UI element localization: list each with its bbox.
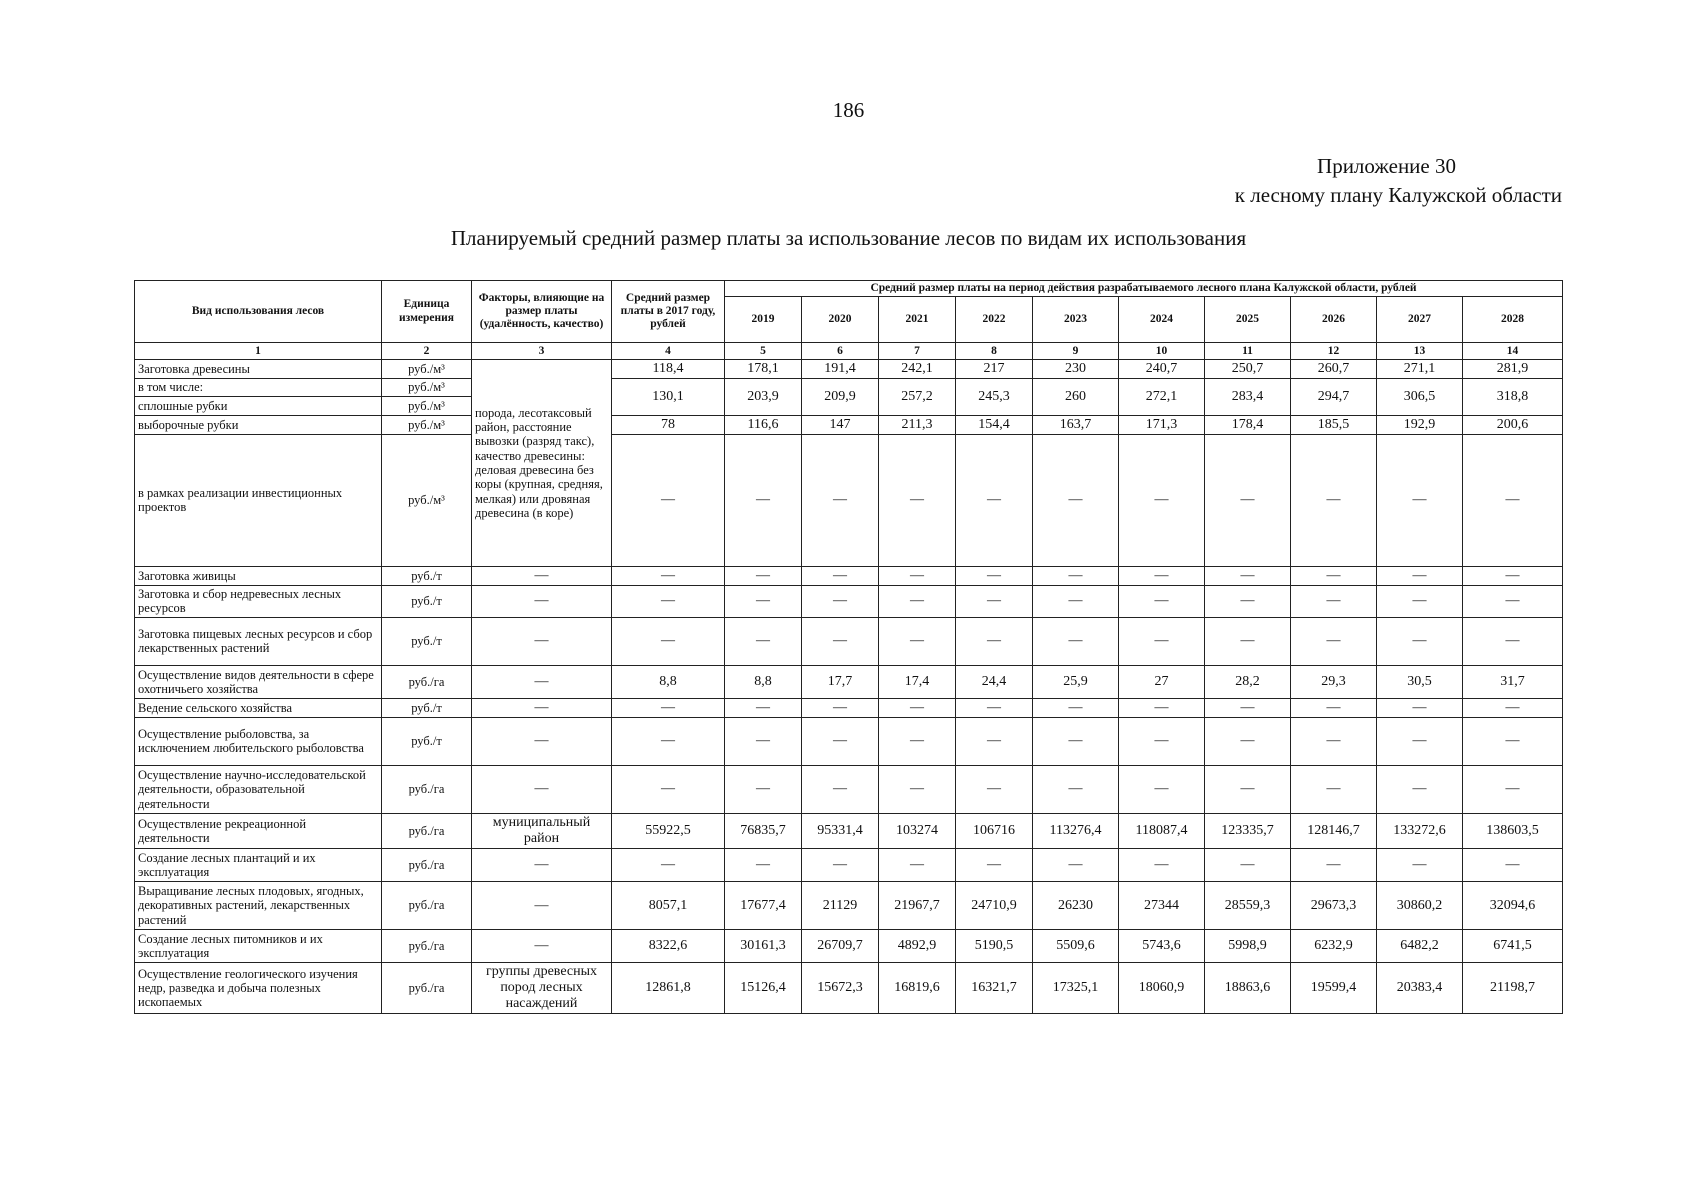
row-value: 123335,7 <box>1205 813 1291 848</box>
row-value: 306,5 <box>1377 379 1463 415</box>
column-number: 4 <box>612 343 725 360</box>
row-value: — <box>725 849 802 882</box>
row-value: — <box>725 434 802 566</box>
row-factor: муниципальный район <box>472 813 612 848</box>
table-row <box>135 617 1563 665</box>
row-value-2017: — <box>612 717 725 765</box>
row-name: Заготовка живицы <box>135 566 382 585</box>
row-value: — <box>1033 765 1119 813</box>
row-value: 5743,6 <box>1119 930 1205 963</box>
header-avg-2017: Средний размер платы в 2017 году, рублей <box>612 281 725 343</box>
row-value: — <box>1033 698 1119 717</box>
row-value: — <box>725 617 802 665</box>
row-value: — <box>1377 566 1463 585</box>
row-value: — <box>1463 849 1563 882</box>
header-year: 2024 <box>1119 297 1205 343</box>
row-value: — <box>879 717 956 765</box>
row-value: 17,4 <box>879 665 956 698</box>
table-row <box>135 379 1563 396</box>
row-value: — <box>956 566 1033 585</box>
row-factor: — <box>472 849 612 882</box>
row-value: 283,4 <box>1205 379 1291 415</box>
table-row <box>135 698 1563 717</box>
row-value: — <box>1377 765 1463 813</box>
header-year: 2027 <box>1377 297 1463 343</box>
header-year: 2021 <box>879 297 956 343</box>
row-value: 147 <box>802 415 879 434</box>
row-unit: руб./м³ <box>382 379 472 396</box>
row-value: 30860,2 <box>1377 882 1463 930</box>
row-value: 21198,7 <box>1463 963 1563 1014</box>
row-name: Заготовка и сбор недревесных лесных ресурсов <box>135 585 382 617</box>
row-value: — <box>725 765 802 813</box>
row-value: 25,9 <box>1033 665 1119 698</box>
appendix-line-2: к лесному плану Калужской области <box>1234 183 1562 207</box>
row-value: 32094,6 <box>1463 882 1563 930</box>
table-row <box>135 882 1563 930</box>
row-value: — <box>879 698 956 717</box>
row-value: 178,4 <box>1205 415 1291 434</box>
row-value: 191,4 <box>802 360 879 379</box>
row-value: 113276,4 <box>1033 813 1119 848</box>
row-name: Заготовка пищевых лесных ресурсов и сбор лекарственных растений <box>135 617 382 665</box>
row-value-2017: — <box>612 585 725 617</box>
row-factor: — <box>472 585 612 617</box>
row-value: 17677,4 <box>725 882 802 930</box>
row-value: 24710,9 <box>956 882 1033 930</box>
row-value: — <box>1205 585 1291 617</box>
row-factor: группы древесных пород лесных насаждений <box>472 963 612 1014</box>
table-row <box>135 717 1563 765</box>
row-unit: руб./га <box>382 963 472 1014</box>
row-value: 29673,3 <box>1291 882 1377 930</box>
table-row <box>135 434 1563 566</box>
row-value: 4892,9 <box>879 930 956 963</box>
row-value: 95331,4 <box>802 813 879 848</box>
row-value: — <box>1463 617 1563 665</box>
row-name: Осуществление геологического изучения недр, разведка и добыча полезных ископаемых <box>135 963 382 1014</box>
row-value-2017: 8057,1 <box>612 882 725 930</box>
row-value: 171,3 <box>1119 415 1205 434</box>
table-row <box>135 585 1563 617</box>
row-value: 240,7 <box>1119 360 1205 379</box>
row-value: 116,6 <box>725 415 802 434</box>
row-value: — <box>725 698 802 717</box>
row-value: — <box>1291 717 1377 765</box>
row-unit: руб./т <box>382 566 472 585</box>
row-value: — <box>1291 765 1377 813</box>
row-value-2017: — <box>612 698 725 717</box>
row-value-2017: — <box>612 849 725 882</box>
row-value: 294,7 <box>1291 379 1377 415</box>
row-value: — <box>956 434 1033 566</box>
header-year: 2028 <box>1463 297 1563 343</box>
row-value: — <box>1205 765 1291 813</box>
row-name: сплошные рубки <box>135 396 382 415</box>
row-unit: руб./га <box>382 930 472 963</box>
row-value: — <box>1119 617 1205 665</box>
row-value: 19599,4 <box>1291 963 1377 1014</box>
row-value: 138603,5 <box>1463 813 1563 848</box>
row-value: 260 <box>1033 379 1119 415</box>
row-value: — <box>879 566 956 585</box>
row-value: — <box>725 585 802 617</box>
row-value: — <box>802 849 879 882</box>
column-number: 7 <box>879 343 956 360</box>
row-value: 250,7 <box>1205 360 1291 379</box>
row-unit: руб./м³ <box>382 396 472 415</box>
column-number: 1 <box>135 343 382 360</box>
row-value: — <box>1463 585 1563 617</box>
row-value-2017: — <box>612 765 725 813</box>
row-value: 28,2 <box>1205 665 1291 698</box>
row-value: 217 <box>956 360 1033 379</box>
row-value: 245,3 <box>956 379 1033 415</box>
header-period: Средний размер платы на период действия разрабатываемого лесного плана Калужской области, рублей <box>725 281 1563 297</box>
row-value-2017: 8322,6 <box>612 930 725 963</box>
row-value: 76835,7 <box>725 813 802 848</box>
row-value: 8,8 <box>725 665 802 698</box>
row-value: — <box>1463 717 1563 765</box>
row-unit: руб./га <box>382 813 472 848</box>
row-value: — <box>802 765 879 813</box>
row-value: 200,6 <box>1463 415 1563 434</box>
row-value: 30,5 <box>1377 665 1463 698</box>
row-name: Заготовка древесины <box>135 360 382 379</box>
row-name: Создание лесных питомников и их эксплуатация <box>135 930 382 963</box>
table-row <box>135 360 1563 379</box>
row-value: — <box>1377 434 1463 566</box>
row-value: 30161,3 <box>725 930 802 963</box>
row-value: 260,7 <box>1291 360 1377 379</box>
row-value-2017: — <box>612 434 725 566</box>
row-factor: порода, лесотаксовый район, расстояние вывозки (разряд такс), качество древесины: деловая древесина без коры (крупная, средняя, мелкая) или дровяная древесина (в коре) <box>472 360 612 567</box>
row-value: — <box>1291 698 1377 717</box>
table-row <box>135 930 1563 963</box>
row-factor: — <box>472 765 612 813</box>
row-name: в том числе: <box>135 379 382 396</box>
row-value: — <box>1033 717 1119 765</box>
row-value: — <box>879 765 956 813</box>
row-factor: — <box>472 717 612 765</box>
row-value: 133272,6 <box>1377 813 1463 848</box>
row-value: 5998,9 <box>1205 930 1291 963</box>
header-year: 2020 <box>802 297 879 343</box>
row-name: выборочные рубки <box>135 415 382 434</box>
row-value: 5509,6 <box>1033 930 1119 963</box>
row-value: — <box>1291 566 1377 585</box>
row-factor: — <box>472 566 612 585</box>
column-number: 9 <box>1033 343 1119 360</box>
header-year: 2022 <box>956 297 1033 343</box>
row-value: — <box>1119 434 1205 566</box>
column-number: 2 <box>382 343 472 360</box>
header-year: 2019 <box>725 297 802 343</box>
column-number: 5 <box>725 343 802 360</box>
row-value: — <box>1033 849 1119 882</box>
row-value-2017: 8,8 <box>612 665 725 698</box>
column-number: 8 <box>956 343 1033 360</box>
row-value: 26230 <box>1033 882 1119 930</box>
row-value: 15672,3 <box>802 963 879 1014</box>
row-value: 27 <box>1119 665 1205 698</box>
row-value: 17,7 <box>802 665 879 698</box>
document-title: Планируемый средний размер платы за использование лесов по видам их использования <box>450 226 1247 250</box>
row-name: Осуществление рыболовства, за исключением любительского рыболовства <box>135 717 382 765</box>
row-value: 103274 <box>879 813 956 848</box>
row-value: 6741,5 <box>1463 930 1563 963</box>
row-value: — <box>956 585 1033 617</box>
row-name: Выращивание лесных плодовых, ягодных, декоративных растений, лекарственных растений <box>135 882 382 930</box>
header-year: 2026 <box>1291 297 1377 343</box>
row-value: — <box>802 585 879 617</box>
row-value: — <box>1377 698 1463 717</box>
row-factor: — <box>472 698 612 717</box>
header-unit: Единица измерения <box>382 281 472 343</box>
column-number: 3 <box>472 343 612 360</box>
row-value: — <box>1377 585 1463 617</box>
row-value: 16321,7 <box>956 963 1033 1014</box>
row-value: 28559,3 <box>1205 882 1291 930</box>
header-year: 2023 <box>1033 297 1119 343</box>
row-name: Ведение сельского хозяйства <box>135 698 382 717</box>
row-value: 281,9 <box>1463 360 1563 379</box>
row-value: — <box>1463 698 1563 717</box>
table-row <box>135 813 1563 848</box>
row-value: — <box>1119 566 1205 585</box>
row-value: — <box>1377 617 1463 665</box>
row-value: — <box>879 585 956 617</box>
row-value: 211,3 <box>879 415 956 434</box>
row-value: — <box>1205 849 1291 882</box>
row-value: 163,7 <box>1033 415 1119 434</box>
row-value: 31,7 <box>1463 665 1563 698</box>
row-value: 272,1 <box>1119 379 1205 415</box>
row-value-2017: — <box>612 617 725 665</box>
row-name: в рамках реализации инвестиционных проектов <box>135 434 382 566</box>
row-value: — <box>1463 566 1563 585</box>
header-year: 2025 <box>1205 297 1291 343</box>
row-value-2017: 12861,8 <box>612 963 725 1014</box>
row-value: 106716 <box>956 813 1033 848</box>
column-number: 11 <box>1205 343 1291 360</box>
table-row <box>135 665 1563 698</box>
row-value: — <box>879 434 956 566</box>
row-value: 21129 <box>802 882 879 930</box>
row-unit: руб./т <box>382 585 472 617</box>
row-unit: руб./т <box>382 617 472 665</box>
row-value: — <box>1205 434 1291 566</box>
row-value: — <box>802 434 879 566</box>
row-value: — <box>956 617 1033 665</box>
table-row <box>135 415 1563 434</box>
row-value: — <box>1463 765 1563 813</box>
row-value: 192,9 <box>1377 415 1463 434</box>
row-value: — <box>879 849 956 882</box>
row-name: Осуществление рекреационной деятельности <box>135 813 382 848</box>
row-value: 203,9 <box>725 379 802 415</box>
row-value: — <box>956 717 1033 765</box>
row-value: 29,3 <box>1291 665 1377 698</box>
row-value: — <box>879 617 956 665</box>
row-value: 18060,9 <box>1119 963 1205 1014</box>
row-value: 20383,4 <box>1377 963 1463 1014</box>
row-value: 5190,5 <box>956 930 1033 963</box>
row-value: 242,1 <box>879 360 956 379</box>
row-value: — <box>1033 566 1119 585</box>
row-factor: — <box>472 617 612 665</box>
row-value: — <box>1205 566 1291 585</box>
row-value: — <box>1033 617 1119 665</box>
row-value: — <box>956 765 1033 813</box>
column-number: 12 <box>1291 343 1377 360</box>
row-value: 128146,7 <box>1291 813 1377 848</box>
row-value: 18863,6 <box>1205 963 1291 1014</box>
row-value: — <box>1119 585 1205 617</box>
row-unit: руб./м³ <box>382 415 472 434</box>
row-value: 209,9 <box>802 379 879 415</box>
row-unit: руб./м³ <box>382 434 472 566</box>
row-value: 24,4 <box>956 665 1033 698</box>
row-unit: руб./га <box>382 665 472 698</box>
row-unit: руб./м³ <box>382 360 472 379</box>
row-value-2017: — <box>612 566 725 585</box>
header-factors: Факторы, влияющие на размер платы (удалённость, качество) <box>472 281 612 343</box>
row-factor: — <box>472 930 612 963</box>
row-value: — <box>1205 617 1291 665</box>
row-value: 6482,2 <box>1377 930 1463 963</box>
row-value: 17325,1 <box>1033 963 1119 1014</box>
row-value: — <box>1033 434 1119 566</box>
row-value-2017: 118,4 <box>612 360 725 379</box>
row-value: 178,1 <box>725 360 802 379</box>
row-unit: руб./га <box>382 849 472 882</box>
row-value: 21967,7 <box>879 882 956 930</box>
row-value-2017: 130,1 <box>612 379 725 415</box>
row-unit: руб./т <box>382 717 472 765</box>
row-value: 271,1 <box>1377 360 1463 379</box>
row-name: Осуществление видов деятельности в сфере охотничьего хозяйства <box>135 665 382 698</box>
row-value: — <box>1205 698 1291 717</box>
row-value: 154,4 <box>956 415 1033 434</box>
row-value: — <box>956 698 1033 717</box>
column-number: 13 <box>1377 343 1463 360</box>
row-value: — <box>1291 849 1377 882</box>
row-value: — <box>1291 585 1377 617</box>
header-kind: Вид использования лесов <box>135 281 382 343</box>
table-row <box>135 963 1563 1014</box>
row-value: 15126,4 <box>725 963 802 1014</box>
column-number: 14 <box>1463 343 1563 360</box>
table-row <box>135 765 1563 813</box>
row-value: — <box>1119 765 1205 813</box>
column-number: 6 <box>802 343 879 360</box>
appendix-header <box>1235 152 1562 210</box>
row-value: 27344 <box>1119 882 1205 930</box>
row-value: 26709,7 <box>802 930 879 963</box>
row-value: — <box>802 698 879 717</box>
row-value: 118087,4 <box>1119 813 1205 848</box>
row-value: — <box>802 566 879 585</box>
page-number: 186 <box>832 98 865 122</box>
row-value: 257,2 <box>879 379 956 415</box>
row-value: — <box>1377 717 1463 765</box>
row-value: — <box>1119 717 1205 765</box>
row-unit: руб./га <box>382 882 472 930</box>
row-value: — <box>1119 698 1205 717</box>
payment-table <box>134 280 1563 1014</box>
row-value: — <box>1033 585 1119 617</box>
row-value: — <box>802 617 879 665</box>
row-value: 230 <box>1033 360 1119 379</box>
row-value: 185,5 <box>1291 415 1377 434</box>
row-value: — <box>1205 717 1291 765</box>
row-factor: — <box>472 665 612 698</box>
row-factor: — <box>472 882 612 930</box>
row-value: — <box>1291 434 1377 566</box>
row-value: — <box>1291 617 1377 665</box>
row-value: — <box>1377 849 1463 882</box>
row-value-2017: 78 <box>612 415 725 434</box>
row-value: — <box>1119 849 1205 882</box>
row-value: 318,8 <box>1463 379 1563 415</box>
row-value: — <box>802 717 879 765</box>
table-row <box>135 849 1563 882</box>
row-value: — <box>1463 434 1563 566</box>
appendix-line-1: Приложение 30 <box>1317 154 1456 178</box>
row-unit: руб./га <box>382 765 472 813</box>
column-number: 10 <box>1119 343 1205 360</box>
table-row <box>135 566 1563 585</box>
row-name: Осуществление научно-исследовательской деятельности, образовательной деятельности <box>135 765 382 813</box>
row-value-2017: 55922,5 <box>612 813 725 848</box>
row-value: 16819,6 <box>879 963 956 1014</box>
row-unit: руб./т <box>382 698 472 717</box>
row-value: 6232,9 <box>1291 930 1377 963</box>
row-value: — <box>956 849 1033 882</box>
row-value: — <box>725 566 802 585</box>
row-value: — <box>725 717 802 765</box>
row-name: Создание лесных плантаций и их эксплуатация <box>135 849 382 882</box>
